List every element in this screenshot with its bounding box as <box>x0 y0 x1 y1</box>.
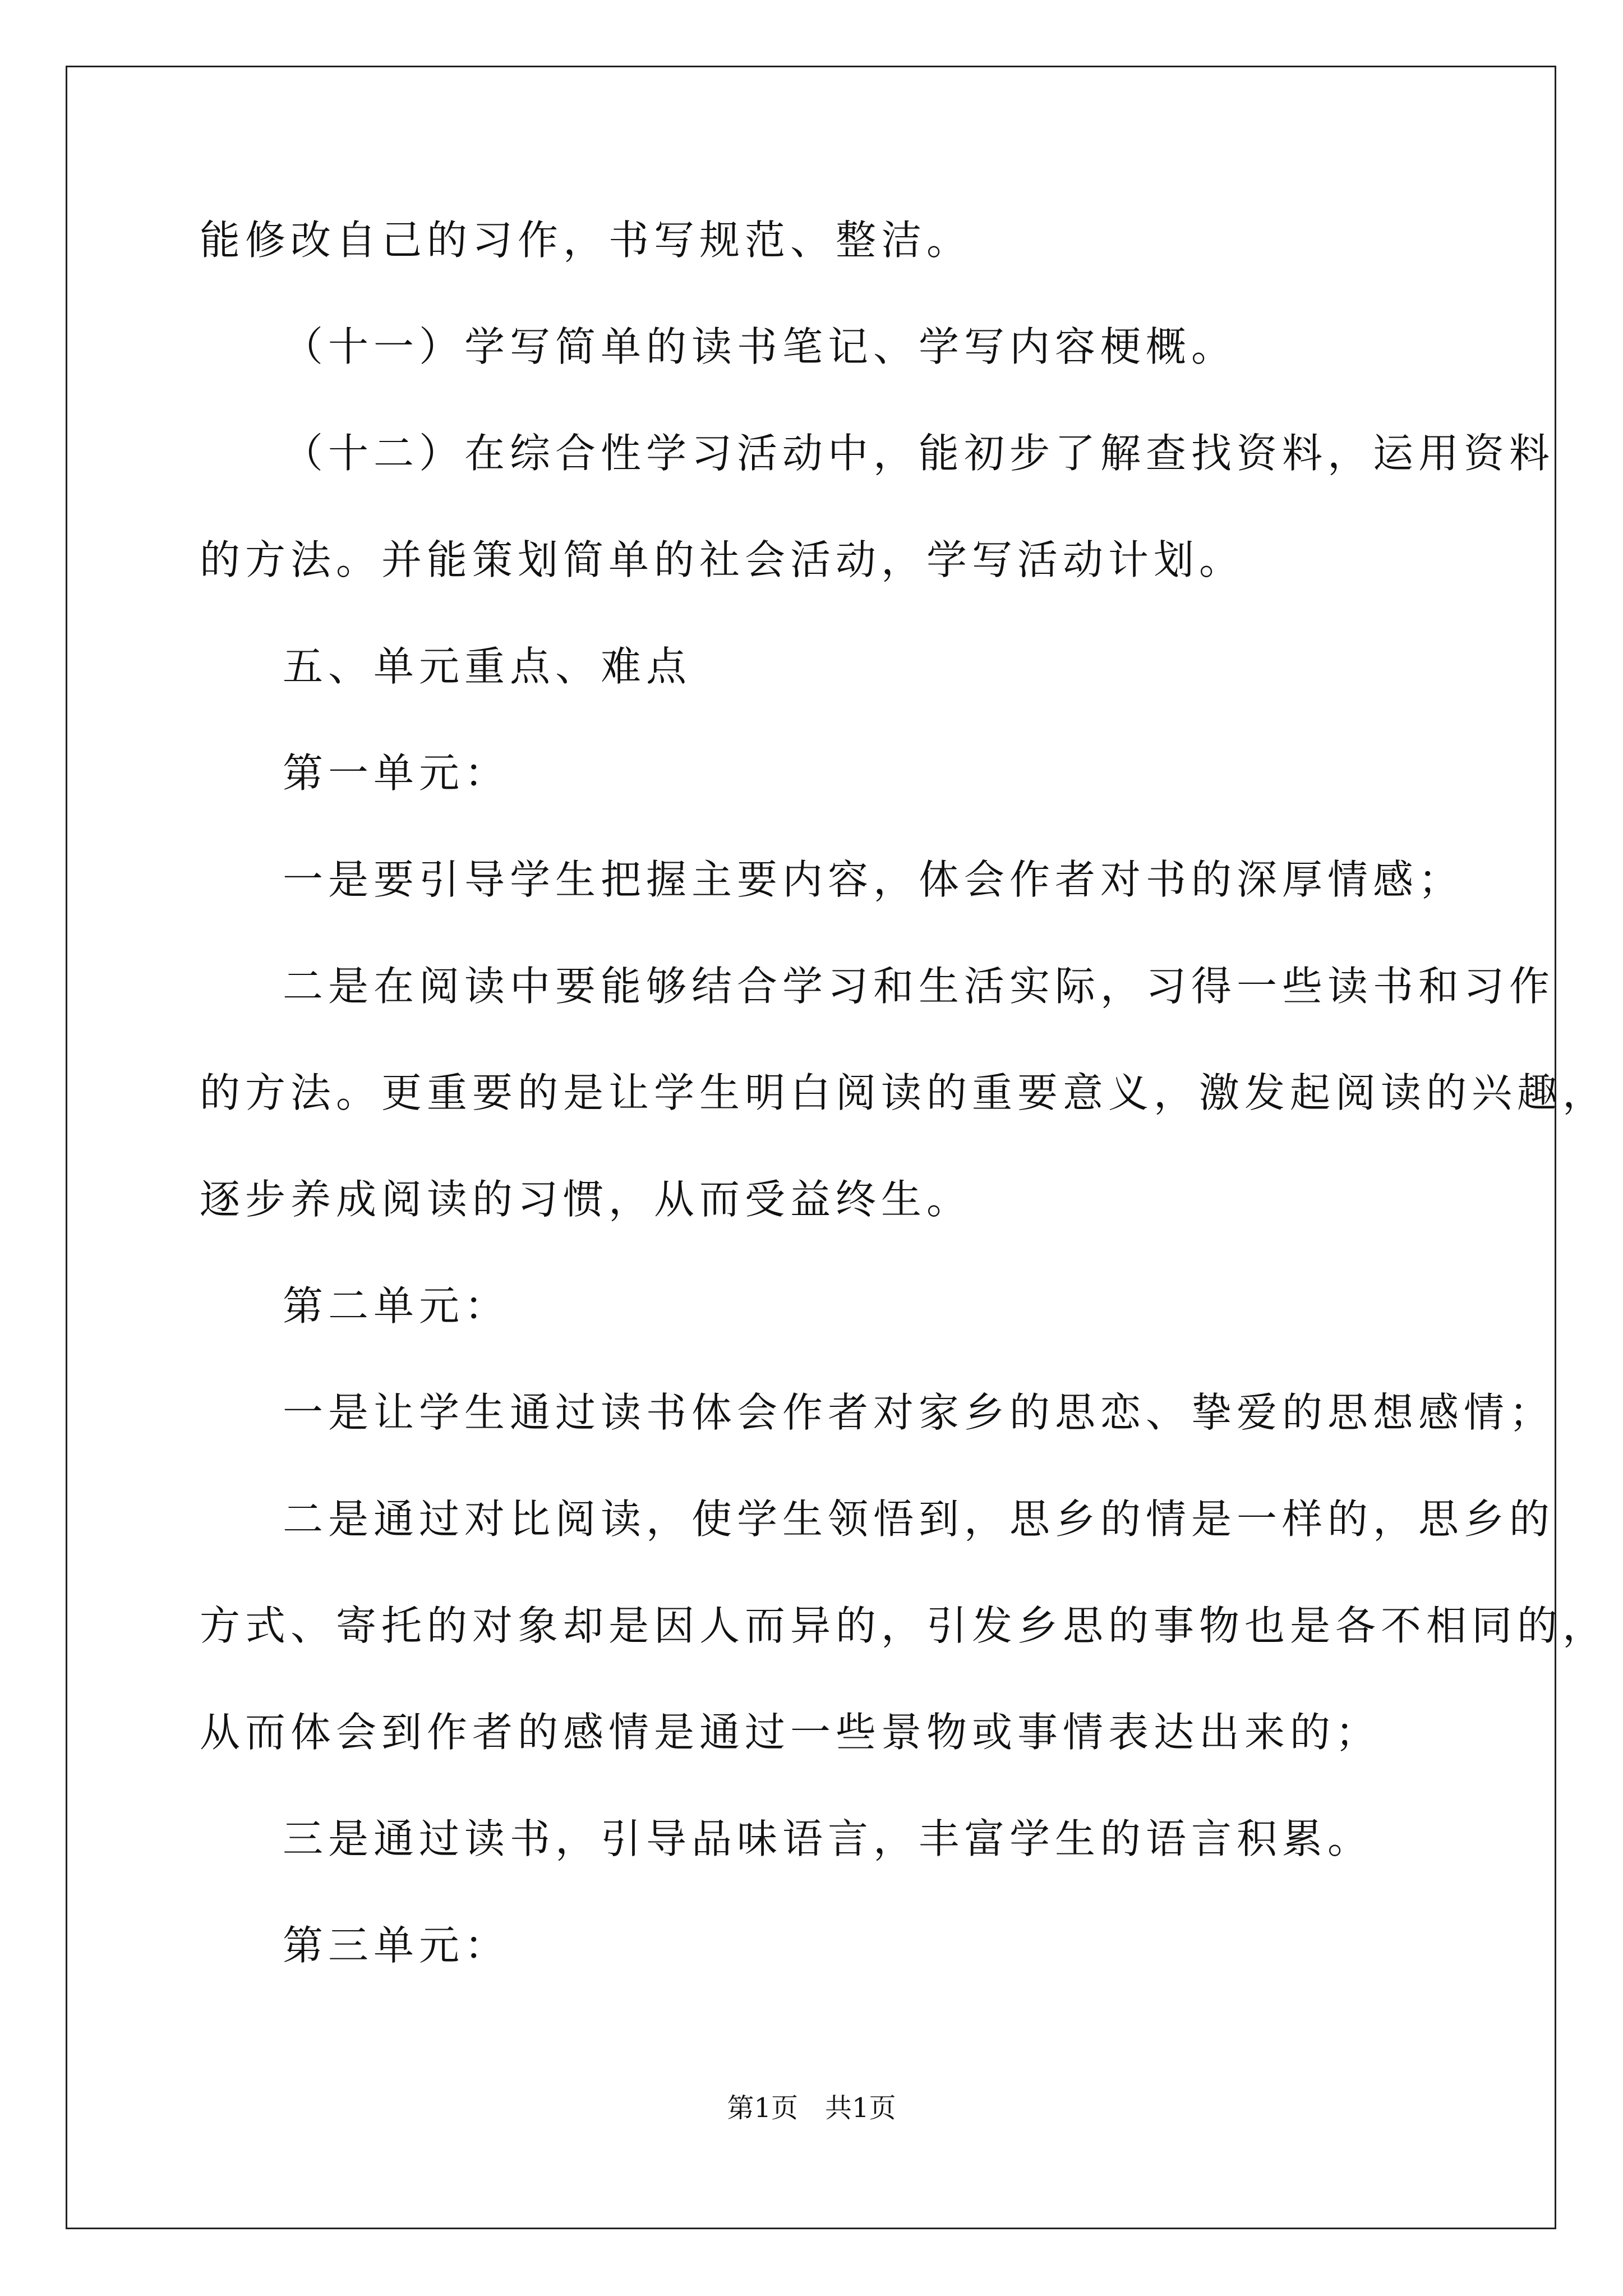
text-line: 逐步养成阅读的习惯，从而受益终生。 <box>200 1176 972 1223</box>
text-line: 二是通过对比阅读，使学生领悟到，思乡的情是一样的，思乡的 <box>283 1496 1555 1543</box>
text-line: 从而体会到作者的感情是通过一些景物或事情表达出来的； <box>200 1709 1381 1756</box>
unit-heading: 第一单元： <box>283 749 510 797</box>
text-line: 的方法。并能策划简单的社会活动，学写活动计划。 <box>200 536 1245 583</box>
text-line: 一是让学生通过读书体会作者对家乡的思恋、挚爱的思想感情； <box>283 1389 1555 1436</box>
text-line: （十一）学写简单的读书笔记、学写内容梗概。 <box>283 323 1237 370</box>
section-heading: 五、单元重点、难点 <box>283 643 692 690</box>
page-border <box>66 66 1556 2229</box>
unit-heading: 第三单元： <box>283 1922 510 1969</box>
unit-heading: 第二单元： <box>283 1282 510 1329</box>
page-footer: 第1页 共1页 <box>727 2092 896 2124</box>
text-line: 三是通过读书，引导品味语言，丰富学生的语言积累。 <box>283 1815 1373 1862</box>
text-line: 一是要引导学生把握主要内容，体会作者对书的深厚情感； <box>283 856 1464 903</box>
text-line: 二是在阅读中要能够结合学习和生活实际，习得一些读书和习作 <box>283 963 1555 1010</box>
text-line: （十二）在综合性学习活动中，能初步了解查找资料，运用资料 <box>283 430 1555 477</box>
text-line: 能修改自己的习作，书写规范、整洁。 <box>200 217 972 264</box>
text-line: 方式、寄托的对象却是因人而异的，引发乡思的事物也是各不相同的， <box>200 1602 1608 1649</box>
text-line: 的方法。更重要的是让学生明白阅读的重要意义，激发起阅读的兴趣， <box>200 1069 1608 1116</box>
